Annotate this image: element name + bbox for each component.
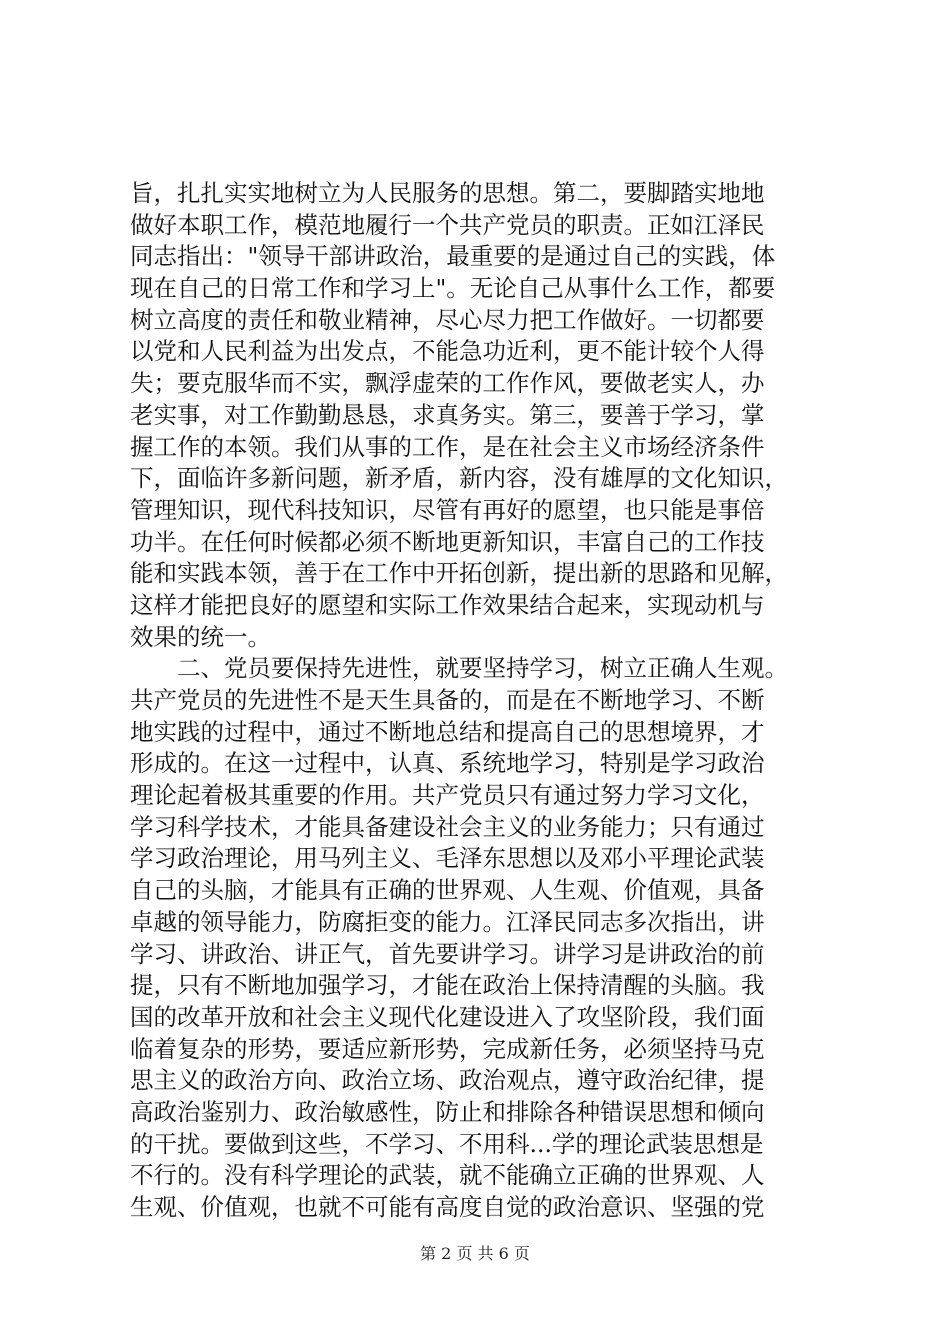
text-line: 效果的统一。 bbox=[130, 622, 271, 651]
text-line: 下，面临许多新问题，新矛盾，新内容，没有雄厚的文化知识， bbox=[130, 464, 788, 493]
text-line: 卓越的领导能力，防腐拒变的能力。江泽民同志多次指出，讲 bbox=[130, 907, 765, 936]
text-line: 自己的头脑，才能具有正确的世界观、人生观、价值观，具备 bbox=[130, 876, 765, 905]
text-line: 现在自己的日常工作和学习上"。无论自己从事什么工作，都要 bbox=[130, 274, 776, 303]
text-line: 握工作的本领。我们从事的工作，是在社会主义市场经济条件 bbox=[130, 432, 765, 461]
text-line: 临着复杂的形势，要适应新形势，完成新任务，必须坚持马克 bbox=[130, 1034, 765, 1063]
text-line: 功半。在任何时候都必须不断地更新知识，丰富自己的工作技 bbox=[130, 527, 765, 556]
text-line: 国的改革开放和社会主义现代化建设进入了攻坚阶段，我们面 bbox=[130, 1002, 765, 1031]
text-line: 形成的。在这一过程中，认真、系统地学习，特别是学习政治 bbox=[130, 749, 765, 778]
text-line: 能和实践本领，善于在工作中开拓创新，提出新的思路和见解， bbox=[130, 559, 788, 588]
text-line: 理论起着极其重要的作用。共产党员只有通过努力学习文化， bbox=[130, 781, 765, 810]
text-line: 地实践的过程中，通过不断地总结和提高自己的思想境界，才 bbox=[130, 717, 765, 746]
text-line: 管理知识，现代科技知识，尽管有再好的愿望，也只能是事倍 bbox=[130, 495, 765, 524]
text-line: 高政治鉴别力、政治敏感性，防止和排除各种错误思想和倾向 bbox=[130, 1097, 765, 1126]
body-text bbox=[130, 178, 830, 1224]
text-line: 二、党员要保持先进性，就要坚持学习，树立正确人生观。 bbox=[130, 654, 788, 683]
text-line: 不行的。没有科学理论的武装，就不能确立正确的世界观、人 bbox=[130, 1161, 765, 1190]
page-footer: 第 2 页 共 6 页 bbox=[420, 1244, 530, 1263]
text-line: 以党和人民利益为出发点，不能急功近利，更不能计较个人得 bbox=[130, 337, 765, 366]
text-line: 思主义的政治方向、政治立场、政治观点，遵守政治纪律，提 bbox=[130, 1066, 765, 1095]
text-line: 生观、价值观，也就不可能有高度自觉的政治意识、坚强的党 bbox=[130, 1193, 765, 1221]
text-line: 这样才能把良好的愿望和实际工作效果结合起来，实现动机与 bbox=[130, 590, 765, 619]
text-line: 旨，扎扎实实地树立为人民服务的思想。第二，要脚踏实地地 bbox=[130, 179, 765, 207]
text-line: 的干扰。要做到这些，不学习、不用科...学的理论武装思想是 bbox=[130, 1129, 764, 1158]
text-line: 学习科学技术，才能具备建设社会主义的业务能力；只有通过 bbox=[130, 812, 765, 841]
text-line: 同志指出："领导干部讲政治，最重要的是通过自己的实践，体 bbox=[130, 242, 776, 271]
text-line: 做好本职工作，模范地履行一个共产党员的职责。正如江泽民 bbox=[130, 210, 765, 239]
text-line: 学习政治理论，用马列主义、毛泽东思想以及邓小平理论武装 bbox=[130, 844, 765, 873]
text-line: 树立高度的责任和敬业精神，尽心尽力把工作做好。一切都要 bbox=[130, 305, 765, 334]
text-line: 提，只有不断地加强学习，才能在政治上保持清醒的头脑。我 bbox=[130, 971, 765, 1000]
text-line: 失；要克服华而不实，飘浮虚荣的工作作风，要做老实人，办 bbox=[130, 369, 765, 398]
text-line: 老实事，对工作勤勤恳恳，求真务实。第三，要善于学习，掌 bbox=[130, 400, 765, 429]
text-line: 学习、讲政治、讲正气，首先要讲学习。讲学习是讲政治的前 bbox=[130, 939, 765, 968]
text-line: 共产党员的先进性不是天生具备的，而是在不断地学习、不断 bbox=[130, 686, 765, 714]
